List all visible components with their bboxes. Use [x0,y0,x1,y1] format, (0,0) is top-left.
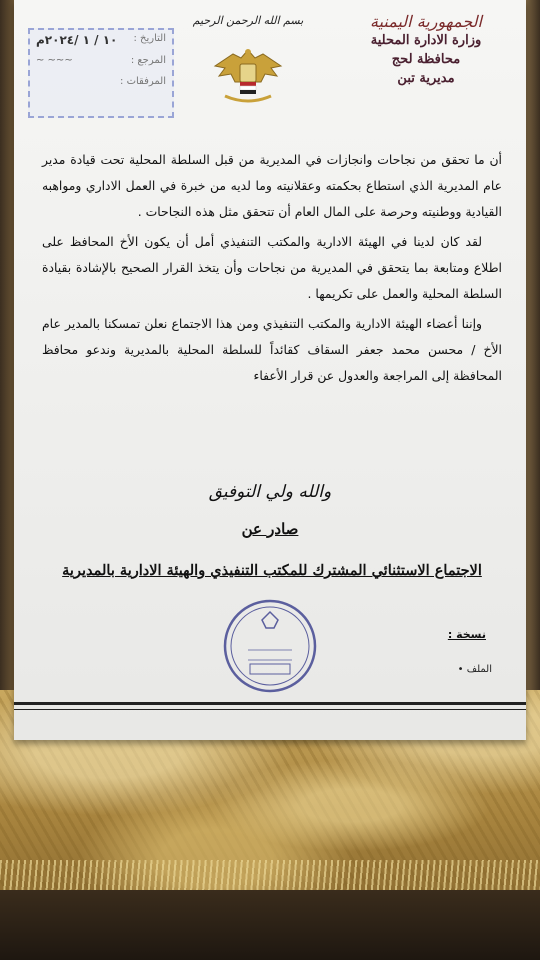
body-paragraph-1: أن ما تحقق من نجاحات وانجازات في المديرية من قبل السلطة المحلية تحت قيادة مدير عام المديرية الذي استطاع بحكمته وعقلانيته وما لديه من خبرة في العمل الاداري ومواهبه القيادية ووطنيته وحرصة على المال العام أن تتحقق مثل هذه النجاحات . [42,152,502,219]
attachments-row [36,76,166,87]
footer-rule [14,702,526,705]
basmala: بسم الله الرحمن الرحيم [192,14,304,27]
letterhead-district: مديرية تبن [397,71,455,86]
copy-item-label: الملف [466,664,492,675]
copies-title: نسخة : [447,628,486,641]
official-stamp-icon [222,598,318,694]
letterhead [346,12,506,88]
date-value: ١٠ / ١ /٢٠٢٤م [36,33,118,47]
date-label: التاريخ : [133,33,166,44]
body-paragraph-3: وإننا أعضاء الهيئة الادارية والمكتب التنفيذي ومن هذا الاجتماع نعلن تمسكنا بالمدير عام الأخ / محسن محمد جعفر السقاف كقائداً للسلطة المحلية بالمديرية وندعو محافظ المحافظة إلى المراجعة والعدول عن قرار الأعفاء [42,316,502,383]
letter-body [42,147,502,389]
background-right-edge [526,0,540,700]
ref-row [36,55,166,66]
letterhead-governorate: محافظة لحج [391,52,461,67]
letterhead-ministry: وزارة الادارة المحلية [370,33,482,48]
dark-floor [0,890,540,960]
attachments-label: المرفقات : [120,76,166,87]
letterhead-republic: الجمهورية اليمنية [369,12,482,31]
body-paragraph-2: لقد كان لدينا في الهيئة الادارية والمكتب التنفيذي أمل أن يكون الأخ المحافظ على اطلاع ومتابعة بما يتحقق في المديرية من نجاحات وأن يتخذ القرار الصحيح بالإشادة بقيادة السلطة المحلية والعمل على تكريمها . [42,234,502,301]
background-left-edge [0,0,14,700]
ref-label: المرجع : [130,55,166,66]
date-row [36,33,166,47]
copy-item [458,664,492,675]
meeting-title: الاجتماع الاستثنائي المشترك للمكتب التنفيذي والهيئة الادارية بالمديرية [62,562,482,579]
bullet-icon: • [457,664,464,675]
closing-phrase: والله ولي التوفيق [208,482,332,502]
eagle-emblem-icon [211,44,285,108]
footer-rule-thin [14,709,526,710]
issued-by: صادر عن [241,520,299,538]
ref-value-scribble: ~~~ ~ [36,55,73,66]
